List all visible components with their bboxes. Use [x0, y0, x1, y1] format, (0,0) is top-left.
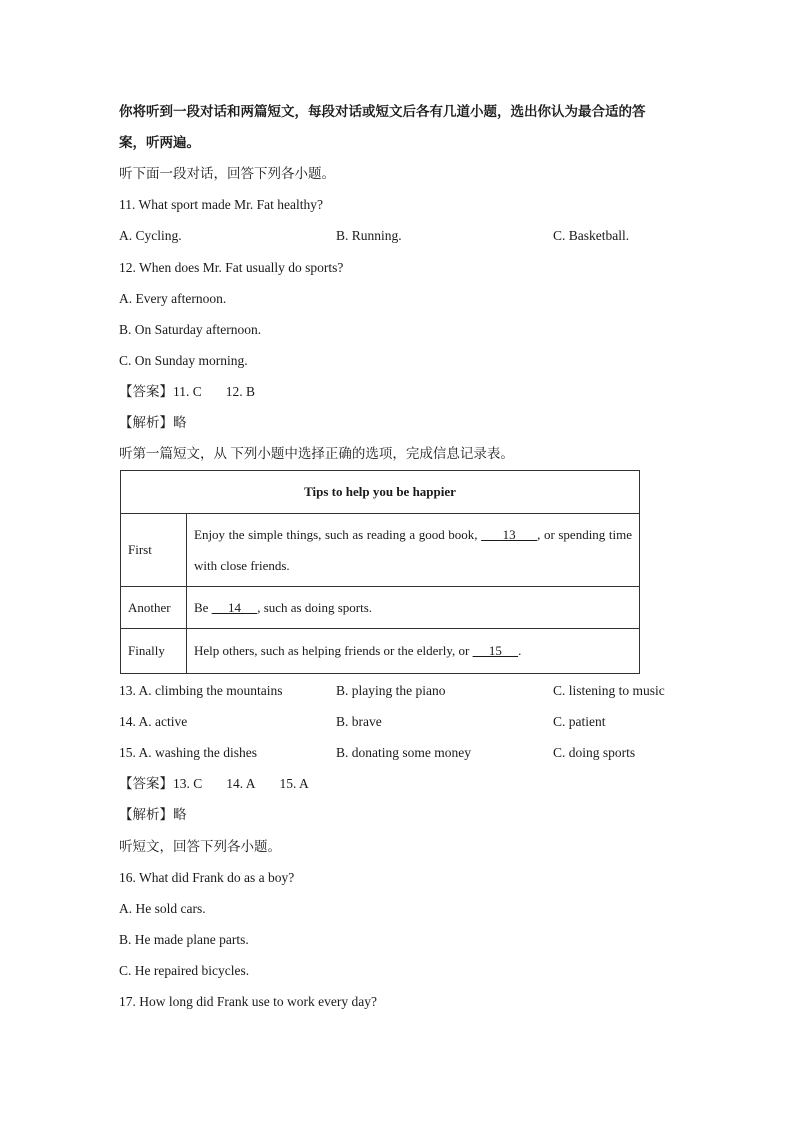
table-row	[121, 587, 640, 629]
answer-label: 【答案】	[119, 776, 173, 791]
q16-option-b: B. He made plane parts.	[119, 932, 249, 947]
section3-instruction: 听短文，回答下列各小题。	[119, 839, 281, 854]
q14-option-b: B. brave	[336, 714, 382, 729]
analysis-label: 【解析】	[119, 415, 173, 430]
row-content: Be 14 , such as doing sports.	[187, 587, 640, 629]
tips-table	[120, 470, 640, 674]
q13-option-c: C. listening to music	[553, 683, 665, 698]
question-16: 16. What did Frank do as a boy?	[119, 870, 295, 885]
question-17: 17. How long did Frank use to work every day?	[119, 994, 377, 1009]
q14-option-c: C. patient	[553, 714, 606, 729]
answer-label: 【答案】	[119, 384, 173, 399]
q14-option-a: 14. A. active	[119, 714, 188, 729]
q16-option-c: C. He repaired bicycles.	[119, 963, 250, 978]
analysis-line-1	[119, 414, 187, 432]
row-label: Finally	[121, 629, 187, 674]
table-title: Tips to help you be happier	[121, 471, 640, 514]
q12-option-c: C. On Sunday morning.	[119, 353, 248, 368]
question-11: 11. What sport made Mr. Fat healthy?	[119, 197, 323, 212]
row-content: Help others, such as helping friends or the elderly, or 15 .	[187, 629, 640, 674]
q11-option-c: C. Basketball.	[553, 228, 630, 243]
table-row	[121, 629, 640, 674]
q15-option-b: B. donating some money	[336, 745, 471, 760]
row-label: First	[121, 514, 187, 587]
question-12: 12. When does Mr. Fat usually do sports?	[119, 260, 344, 275]
q11-option-b: B. Running.	[336, 228, 402, 243]
answer-value: 13. C	[173, 776, 203, 791]
answer-line-2	[119, 775, 309, 793]
answer-value: 14. A	[226, 776, 256, 791]
answer-value: 12. B	[225, 384, 256, 399]
q15-option-a: 15. A. washing the dishes	[119, 745, 257, 760]
analysis-line-2	[119, 806, 187, 824]
row-content: Enjoy the simple things, such as reading a good book, 13 , or spending time with close friends.	[187, 514, 640, 587]
q13-option-b: B. playing the piano	[336, 683, 446, 698]
section1-instruction: 听下面一段对话，回答下列各小题。	[119, 166, 335, 181]
q13-option-a: 13. A. climbing the mountains	[119, 683, 283, 698]
q12-option-b: B. On Saturday afternoon.	[119, 322, 262, 337]
q15-option-c: C. doing sports	[553, 745, 636, 760]
analysis-label: 【解析】	[119, 807, 173, 822]
blank-13: 13	[481, 527, 538, 542]
blank-15: 15	[472, 643, 519, 658]
section2-instruction: 听第一篇短文，从 下列小题中选择正确的选项，完成信息记录表。	[119, 446, 514, 461]
intro-line-1: 你将听到一段对话和两篇短文，每段对话或短文后各有几道小题，选出你认为最合适的答	[119, 104, 646, 119]
q12-option-a: A. Every afternoon.	[119, 291, 227, 306]
analysis-text: 略	[173, 415, 187, 430]
answer-value: 11. C	[173, 384, 202, 399]
answer-value: 15. A	[279, 776, 309, 791]
q16-option-a: A. He sold cars.	[119, 901, 206, 916]
q11-option-a: A. Cycling.	[119, 228, 182, 243]
analysis-text: 略	[173, 807, 187, 822]
intro-line-2: 案，听两遍。	[119, 135, 200, 150]
row-label: Another	[121, 587, 187, 629]
answer-line-1	[119, 383, 255, 401]
table-row	[121, 514, 640, 587]
blank-14: 14	[211, 599, 258, 615]
